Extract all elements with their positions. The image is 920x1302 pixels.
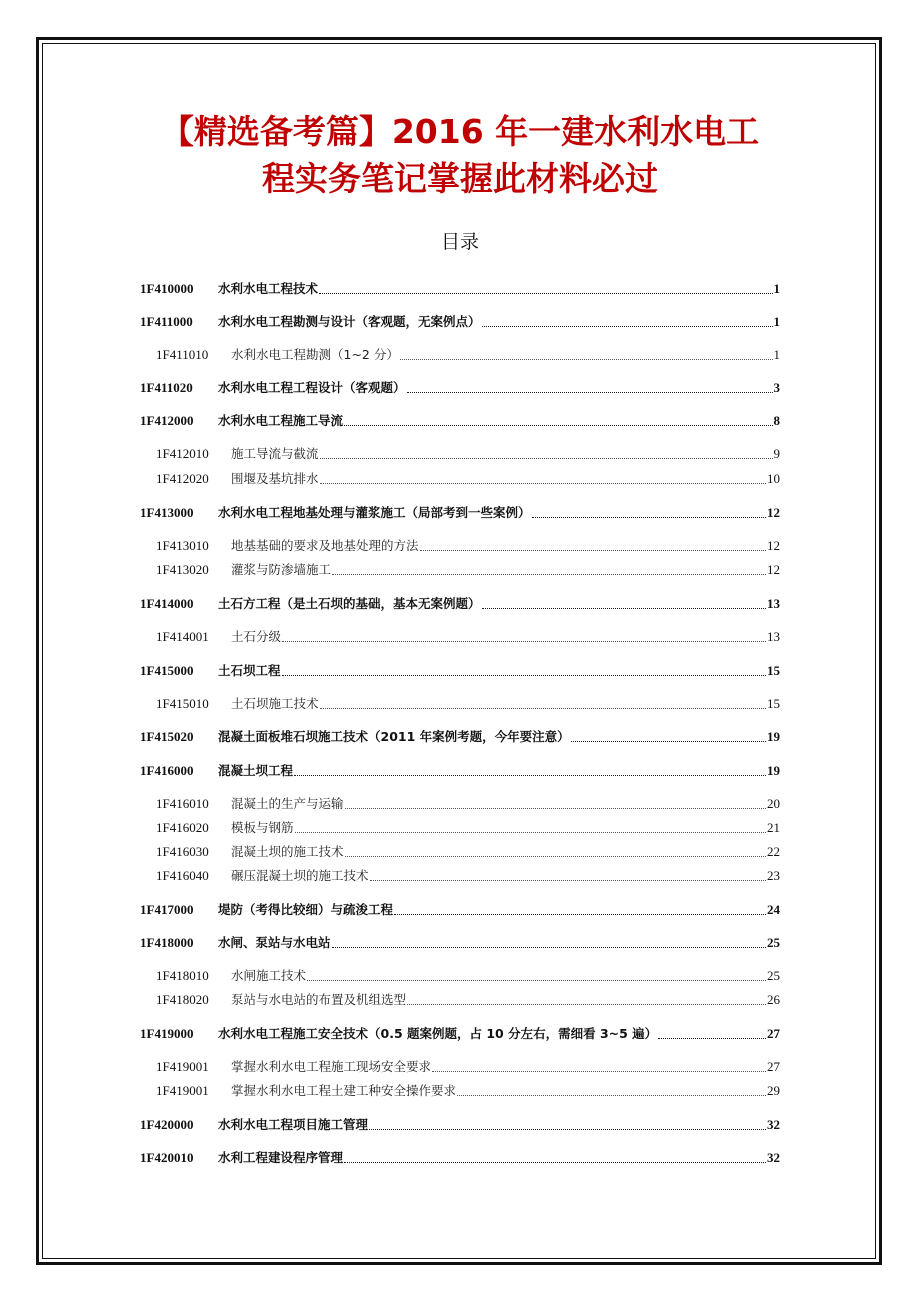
toc-entry-title: 土石分级 bbox=[231, 629, 282, 644]
toc-leader-dots bbox=[345, 807, 766, 809]
toc-entry-code: 1F415020 bbox=[140, 729, 194, 744]
toc-entry-code: 1F418020 bbox=[156, 992, 209, 1007]
toc-leader-dots bbox=[282, 674, 766, 676]
toc-entry-page: 12 bbox=[767, 538, 780, 553]
toc-entry-code: 1F413010 bbox=[156, 538, 209, 553]
toc-entry[interactable] bbox=[140, 279, 780, 299]
toc-entry-code: 1F419000 bbox=[140, 1026, 194, 1041]
toc-entry-page: 22 bbox=[767, 844, 780, 859]
toc-leader-dots bbox=[394, 913, 766, 915]
toc-entry-title: 土石坝工程 bbox=[218, 663, 281, 678]
toc-entry[interactable] bbox=[156, 1081, 780, 1101]
toc-entry-page: 1 bbox=[773, 347, 780, 362]
toc-entry-page: 13 bbox=[767, 596, 780, 611]
toc-entry[interactable] bbox=[156, 990, 780, 1010]
toc-leader-dots bbox=[319, 292, 772, 294]
toc-leader-dots bbox=[345, 855, 766, 857]
toc-entry-page: 9 bbox=[773, 446, 780, 461]
toc-entry-page: 23 bbox=[767, 868, 780, 883]
toc-entry-code: 1F415000 bbox=[140, 663, 194, 678]
toc-leader-dots bbox=[532, 516, 766, 518]
toc-leader-dots bbox=[307, 979, 766, 981]
toc-entry[interactable] bbox=[140, 503, 780, 523]
toc-entry-page: 13 bbox=[767, 629, 780, 644]
toc-entry[interactable] bbox=[156, 866, 780, 886]
toc-entry-code: 1F411020 bbox=[140, 380, 193, 395]
toc-entry[interactable] bbox=[156, 345, 780, 365]
toc-entry-title: 土石坝施工技术 bbox=[231, 696, 319, 711]
toc-entry[interactable] bbox=[156, 444, 780, 464]
toc-entry-title: 水利水电工程地基处理与灌浆施工（局部考到一些案例） bbox=[218, 505, 531, 520]
toc-entry-page: 12 bbox=[767, 505, 780, 520]
toc-entry-code: 1F420010 bbox=[140, 1150, 194, 1165]
toc-leader-dots bbox=[482, 325, 773, 327]
toc-entry-title: 水利水电工程项目施工管理 bbox=[218, 1117, 369, 1132]
toc-entry-title: 混凝土的生产与运输 bbox=[231, 796, 344, 811]
toc-entry-code: 1F419001 bbox=[156, 1083, 209, 1098]
toc-entry-title: 掌握水利水电工程土建工种安全操作要求 bbox=[231, 1083, 457, 1098]
toc-entry-title: 灌浆与防渗墙施工 bbox=[231, 562, 332, 577]
toc-leader-dots bbox=[658, 1037, 766, 1039]
toc-entry-code: 1F420000 bbox=[140, 1117, 194, 1132]
toc-entry-code: 1F416010 bbox=[156, 796, 209, 811]
toc-entry-page: 25 bbox=[767, 935, 780, 950]
document-title-line-1: 【精选备考篇】2016 年一建水利水电工 bbox=[160, 112, 760, 151]
toc-entry-code: 1F410000 bbox=[140, 281, 194, 296]
toc-entry[interactable] bbox=[140, 594, 780, 614]
toc-entry[interactable] bbox=[140, 761, 780, 781]
toc-entry-code: 1F414001 bbox=[156, 629, 209, 644]
toc-entry-title: 水利水电工程技术 bbox=[218, 281, 319, 296]
toc-entry-code: 1F416040 bbox=[156, 868, 209, 883]
toc-entry-page: 24 bbox=[767, 902, 780, 917]
toc-entry[interactable] bbox=[156, 818, 780, 838]
document-title-line-2: 程实务笔记掌握此材料必过 bbox=[262, 159, 658, 198]
toc-entry-code: 1F412020 bbox=[156, 471, 209, 486]
toc-leader-dots bbox=[320, 457, 773, 459]
toc-entry-code: 1F412010 bbox=[156, 446, 209, 461]
toc-entry[interactable] bbox=[140, 1148, 780, 1168]
toc-entry-title: 施工导流与截流 bbox=[231, 446, 319, 461]
toc-entry[interactable] bbox=[140, 900, 780, 920]
toc-entry[interactable] bbox=[140, 378, 780, 398]
toc-entry[interactable] bbox=[156, 469, 780, 489]
toc-entry-code: 1F418000 bbox=[140, 935, 194, 950]
toc-entry[interactable] bbox=[140, 312, 780, 332]
toc-entry-page: 19 bbox=[767, 729, 780, 744]
toc-leader-dots bbox=[344, 1161, 766, 1163]
toc-entry-code: 1F412000 bbox=[140, 413, 194, 428]
toc-entry-code: 1F413000 bbox=[140, 505, 194, 520]
toc-entry-page: 25 bbox=[767, 968, 780, 983]
toc-entry-title: 地基基础的要求及地基处理的方法 bbox=[231, 538, 419, 553]
toc-entry-page: 15 bbox=[767, 663, 780, 678]
toc-entry-page: 1 bbox=[773, 314, 780, 329]
toc-leader-dots bbox=[369, 1128, 766, 1130]
toc-entry-title: 混凝土坝工程 bbox=[218, 763, 294, 778]
toc-entry[interactable] bbox=[140, 661, 780, 681]
toc-heading: 目录 bbox=[440, 231, 479, 253]
toc-entry-page: 32 bbox=[767, 1117, 780, 1132]
toc-entry-title: 水闸施工技术 bbox=[231, 968, 307, 983]
toc-entry-title: 模板与钢筋 bbox=[231, 820, 294, 835]
toc-leader-dots bbox=[332, 573, 766, 575]
toc-entry-title: 土石方工程（是土石坝的基础，基本无案例题） bbox=[218, 596, 481, 611]
toc-entry-page: 21 bbox=[767, 820, 780, 835]
toc-entry-title: 混凝土面板堆石坝施工技术（2011 年案例考题，今年要注意） bbox=[218, 729, 570, 744]
toc-entry-page: 10 bbox=[767, 471, 780, 486]
toc-leader-dots bbox=[571, 740, 766, 742]
toc-entry-code: 1F419001 bbox=[156, 1059, 209, 1074]
toc-entry-title: 水利工程建设程序管理 bbox=[218, 1150, 344, 1165]
toc-entry-title: 围堰及基坑排水 bbox=[231, 471, 319, 486]
toc-leader-dots bbox=[457, 1094, 766, 1096]
toc-leader-dots bbox=[320, 482, 766, 484]
toc-leader-dots bbox=[282, 640, 766, 642]
toc-entry[interactable] bbox=[156, 627, 780, 647]
toc-entry[interactable] bbox=[156, 536, 780, 556]
toc-entry-page: 32 bbox=[767, 1150, 780, 1165]
toc-leader-dots bbox=[407, 391, 773, 393]
toc-entry-title: 水利水电工程勘测（1~2 分） bbox=[231, 347, 399, 362]
toc-entry-page: 29 bbox=[767, 1083, 780, 1098]
toc-leader-dots bbox=[370, 879, 766, 881]
toc-entry-title: 碾压混凝土坝的施工技术 bbox=[231, 868, 369, 883]
toc-entry[interactable] bbox=[140, 411, 780, 431]
toc-entry[interactable] bbox=[156, 842, 780, 862]
toc-entry-title: 堤防（考得比较细）与疏浚工程 bbox=[218, 902, 394, 917]
toc-entry-code: 1F415010 bbox=[156, 696, 209, 711]
toc-leader-dots bbox=[320, 707, 766, 709]
toc-entry-page: 8 bbox=[773, 413, 780, 428]
toc-entry-page: 26 bbox=[767, 992, 780, 1007]
toc-leader-dots bbox=[420, 549, 766, 551]
toc-leader-dots bbox=[294, 774, 766, 776]
toc-entry-code: 1F416020 bbox=[156, 820, 209, 835]
toc-entry-page: 15 bbox=[767, 696, 780, 711]
toc-entry-page: 27 bbox=[767, 1059, 780, 1074]
toc-entry-code: 1F411010 bbox=[156, 347, 209, 362]
toc-entry-code: 1F414000 bbox=[140, 596, 194, 611]
toc-leader-dots bbox=[400, 358, 773, 360]
toc-leader-dots bbox=[482, 607, 766, 609]
toc-entry-title: 混凝土坝的施工技术 bbox=[231, 844, 344, 859]
toc-leader-dots bbox=[332, 946, 766, 948]
toc-entry[interactable] bbox=[156, 694, 780, 714]
toc-leader-dots bbox=[295, 831, 766, 833]
toc-entry-title: 水利水电工程施工导流 bbox=[218, 413, 344, 428]
toc-entry-code: 1F417000 bbox=[140, 902, 194, 917]
toc-entry[interactable] bbox=[140, 1115, 780, 1135]
toc-entry-page: 27 bbox=[767, 1026, 780, 1041]
toc-leader-dots bbox=[432, 1070, 766, 1072]
toc-entry-page: 1 bbox=[773, 281, 780, 296]
toc-entry-title: 泵站与水电站的布置及机组选型 bbox=[231, 992, 407, 1007]
toc-entry-title: 水利水电工程工程设计（客观题） bbox=[218, 380, 406, 395]
toc-entry-page: 12 bbox=[767, 562, 780, 577]
toc-entry-title: 水利水电工程勘测与设计（客观题，无案例点） bbox=[218, 314, 481, 329]
toc-entry-code: 1F418010 bbox=[156, 968, 209, 983]
toc-entry[interactable] bbox=[156, 560, 780, 580]
toc-entry[interactable] bbox=[156, 966, 780, 986]
toc-entry-page: 20 bbox=[767, 796, 780, 811]
toc-entry[interactable] bbox=[140, 1024, 780, 1044]
toc-entry-title: 水利水电工程施工安全技术（0.5 题案例题，占 10 分左右，需细看 3~5 遍） bbox=[218, 1026, 658, 1041]
toc-entry-title: 掌握水利水电工程施工现场安全要求 bbox=[231, 1059, 432, 1074]
toc-entry-page: 19 bbox=[767, 763, 780, 778]
toc-entry[interactable] bbox=[156, 1057, 780, 1077]
toc-entry-code: 1F416030 bbox=[156, 844, 209, 859]
toc-entry-title: 水闸、泵站与水电站 bbox=[218, 935, 331, 950]
toc-entry-code: 1F416000 bbox=[140, 763, 194, 778]
toc-entry-code: 1F411000 bbox=[140, 314, 193, 329]
toc-entry-code: 1F413020 bbox=[156, 562, 209, 577]
toc-entry[interactable] bbox=[140, 727, 780, 747]
toc-leader-dots bbox=[407, 1003, 766, 1005]
toc-entry-page: 3 bbox=[773, 380, 780, 395]
toc-entry[interactable] bbox=[140, 933, 780, 953]
toc-entry[interactable] bbox=[156, 794, 780, 814]
toc-leader-dots bbox=[344, 424, 772, 426]
